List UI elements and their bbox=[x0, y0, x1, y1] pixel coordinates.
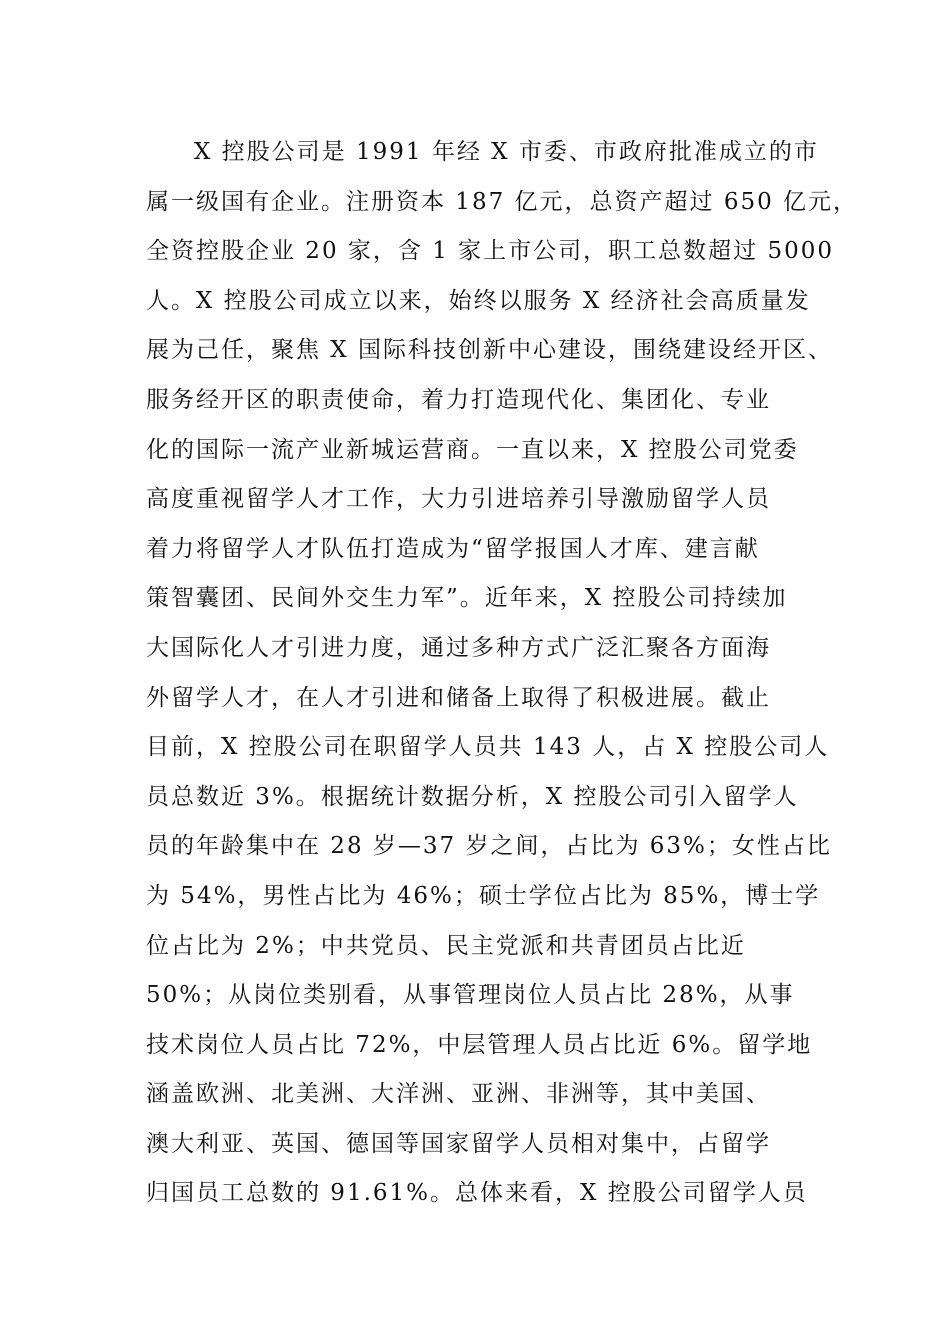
paragraph-line: 全资控股企业 20 家，含 1 家上市公司，职工总数超过 5000 bbox=[146, 238, 834, 265]
paragraph-line: 着力将留学人才队伍打造成为“留学报国人才库、建言献 bbox=[146, 535, 760, 562]
paragraph-line: X 控股公司是 1991 年经 X 市委、市政府批准成立的市 bbox=[194, 139, 819, 165]
paragraph-line: 化的国际一流产业新城运营商。一直以来，X 控股公司党委 bbox=[146, 436, 799, 463]
paragraph-line: 服务经开区的职责使命，着力打造现代化、集团化、专业 bbox=[146, 386, 771, 413]
paragraph-line: 展为己任，聚焦 X 国际科技创新中心建设，围绕建设经开区、 bbox=[146, 337, 833, 364]
paragraph-line: 50%；从岗位类别看，从事管理岗位人员占比 28%，从事 bbox=[146, 982, 795, 1009]
body-paragraph bbox=[146, 128, 859, 1219]
paragraph-line: 大国际化人才引进力度，通过多种方式广泛汇聚各方面海 bbox=[146, 634, 771, 661]
paragraph-line: 位占比为 2%；中共党员、民主党派和共青团员占比近 bbox=[146, 932, 746, 959]
paragraph-line: 员的年龄集中在 28 岁—37 岁之间，占比为 63%；女性占比 bbox=[146, 833, 832, 860]
paragraph-line: 策智囊团、民间外交生力军”。近年来，X 控股公司持续加 bbox=[146, 585, 788, 612]
paragraph-line: 技术岗位人员占比 72%，中层管理人员占比近 6%。留学地 bbox=[146, 1031, 813, 1058]
paragraph-line: 属一级国有企业。注册资本 187 亿元，总资产超过 650 亿元， bbox=[146, 188, 859, 215]
paragraph-line: 澳大利亚、英国、德国等国家留学人员相对集中，占留学 bbox=[146, 1130, 771, 1157]
paragraph-line: 归国员工总数的 91.61%。总体来看，X 控股公司留学人员 bbox=[146, 1180, 808, 1207]
paragraph-line: 目前，X 控股公司在职留学人员共 143 人，占 X 控股公司人 bbox=[146, 734, 830, 761]
paragraph-line: 高度重视留学人才工作，大力引进培养引导激励留学人员 bbox=[146, 486, 771, 513]
paragraph-line: 涵盖欧洲、北美洲、大洋洲、亚洲、非洲等，其中美国、 bbox=[146, 1081, 771, 1108]
paragraph-line: 员总数近 3%。根据统计数据分析，X 控股公司引入留学人 bbox=[146, 783, 799, 810]
paragraph-line: 外留学人才，在人才引进和储备上取得了积极进展。截止 bbox=[146, 684, 771, 711]
paragraph-line: 人。X 控股公司成立以来，始终以服务 X 经济社会高质量发 bbox=[146, 287, 811, 314]
paragraph-line: 为 54%，男性占比为 46%；硕士学位占比为 85%，博士学 bbox=[146, 882, 821, 909]
